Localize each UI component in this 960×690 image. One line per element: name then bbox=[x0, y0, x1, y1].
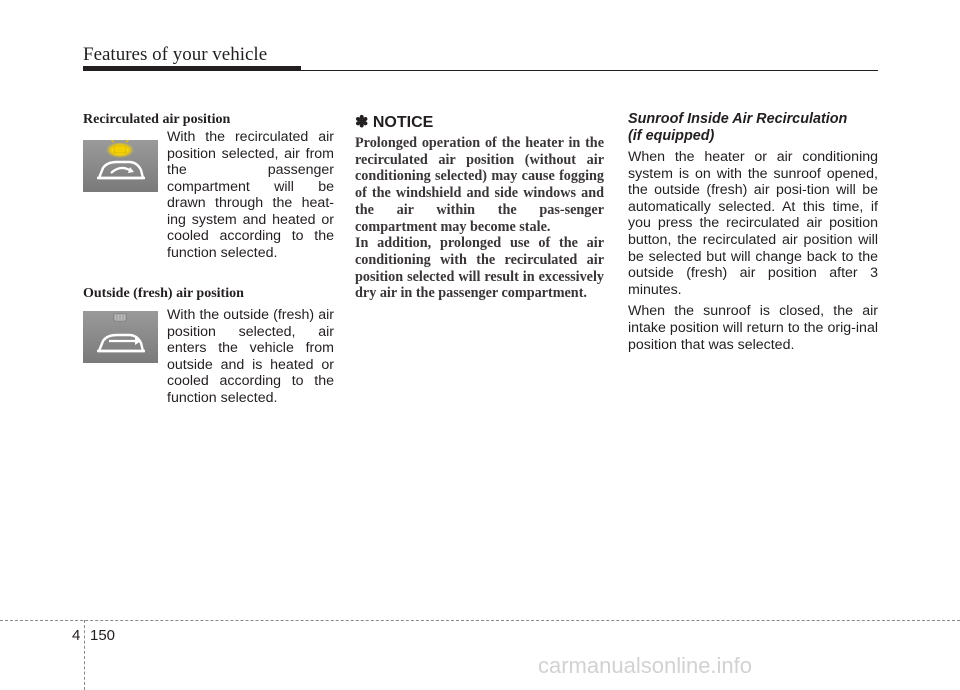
outside-heading: Outside (fresh) air position bbox=[83, 286, 244, 301]
sunroof-heading-line: Sunroof Inside Air Recirculation bbox=[628, 111, 848, 127]
notice-body bbox=[355, 135, 604, 302]
notice-paragraph: Prolonged operation of the heater in the recirculated air position (without air conditioning selected) may cause fogging of the windshield and side windows and the air within the pas-senger compartment may become stale. bbox=[355, 135, 604, 235]
notice-paragraph: In addition, prolonged use of the air conditioning with the recirculated air position selected will result in excessively dry air in the passenger compartment. bbox=[355, 235, 604, 302]
sunroof-heading-line: (if equipped) bbox=[628, 128, 715, 144]
page-number: 150 bbox=[90, 627, 116, 644]
header-rule-thick bbox=[83, 66, 301, 71]
outside-air-icon bbox=[83, 311, 158, 363]
footer-divider bbox=[0, 620, 960, 621]
sunroof-paragraph: When the sunroof is closed, the air intake position will return to the orig-inal position that was selected. bbox=[628, 303, 878, 353]
chapter-number: 4 bbox=[72, 627, 81, 644]
page-header-title: Features of your vehicle bbox=[83, 44, 268, 65]
sunroof-heading bbox=[628, 111, 880, 145]
recirculated-heading: Recirculated air position bbox=[83, 112, 231, 127]
recirculated-air-icon bbox=[83, 140, 158, 192]
recirculated-description: With the recirculated air position selected, air from the passenger compartment will be drawn through the heat-ing system and heated or cooled according to the function selected. bbox=[167, 129, 334, 261]
header-rule-thin bbox=[301, 70, 878, 71]
sunroof-paragraph: When the heater or air conditioning system is on with the sunroof opened, the outside (fresh) air posi-tion will be automatically selected. At this time, if you press the recirculated air position button, the recirculated air position will be selected but will change back to the outside (fresh) air position after 3 minutes. bbox=[628, 149, 878, 298]
watermark: carmanualsonline.info bbox=[538, 653, 753, 678]
notice-title: ✽ NOTICE bbox=[355, 114, 434, 131]
sunroof-body bbox=[628, 149, 878, 358]
outside-description: With the outside (fresh) air position selected, air enters the vehicle from outside and is heated or cooled according to the function selected. bbox=[167, 307, 334, 406]
footer-vertical-divider bbox=[84, 620, 85, 690]
